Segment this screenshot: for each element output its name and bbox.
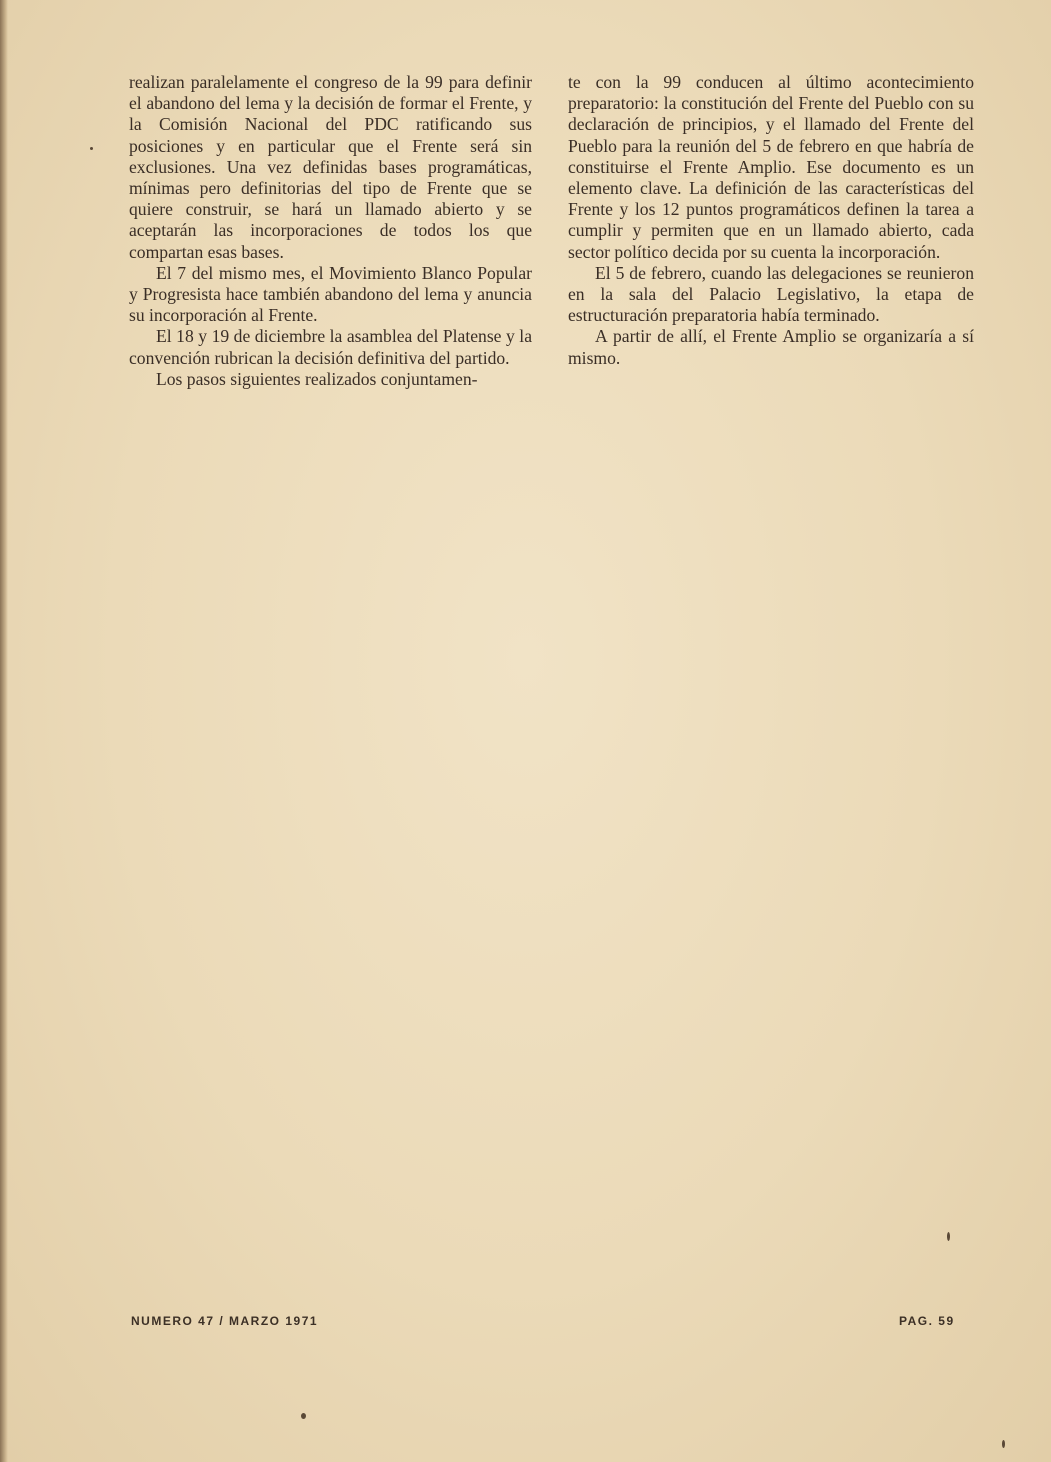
right-paragraph-1: te con la 99 conducen al último acontecimiento preparatorio: la constitución del Frente del Pueblo con su declaración de principios, y el llamado del Frente del Pueblo para la reunión del 5 de febrero en que habría de constituirse el Frente Amplio. Ese documento es un elemento clave. La definición de las características del Frente y los 12 puntos programáticos definen la tarea a cumplir y permiten que en un llamado abierto, cada sector político decida por su cuenta la incorporación. [568,72,974,262]
right-paragraph-2: El 5 de febrero, cuando las delegaciones se reunieron en la sala del Palacio Legislativo, la etapa de estructuración preparatoria había terminado. [568,262,974,326]
footer-page-number: PAG. 59 [899,1314,955,1328]
right-paragraph-3: A partir de allí, el Frente Amplio se organizaría a sí mismo. [568,326,974,368]
left-paragraph-3: El 18 y 19 de diciembre la asamblea del Platense y la convención rubrican la decisión definitiva del partido. [129,326,532,368]
left-paragraph-4: Los pasos siguientes realizados conjuntamen- [156,368,478,389]
paper-speck [90,147,93,150]
right-text-column [568,72,974,369]
paper-speck [301,1413,306,1419]
page-edge-shadow [0,0,8,1462]
paper-speck [1002,1440,1005,1448]
paper-speck [947,1232,950,1241]
left-text-column [129,72,532,390]
left-paragraph-1: realizan paralelamente el congreso de la 99 para definir el abandono del lema y la decisión de formar el Frente, y la Comisión Nacional del PDC ratificando sus posiciones y en particular que el Frente será sin exclusiones. Una vez definidas bases programáticas, mínimas pero definitorias del tipo de Frente que se quiere construir, se hará un llamado abierto y se aceptarán las incorporaciones de todos los que compartan esas bases. [129,72,532,262]
left-paragraph-2: El 7 del mismo mes, el Movimiento Blanco Popular y Progresista hace también abandono del lema y anuncia su incorporación al Frente. [129,262,532,326]
footer-issue-label: NUMERO 47 / MARZO 1971 [131,1314,319,1328]
